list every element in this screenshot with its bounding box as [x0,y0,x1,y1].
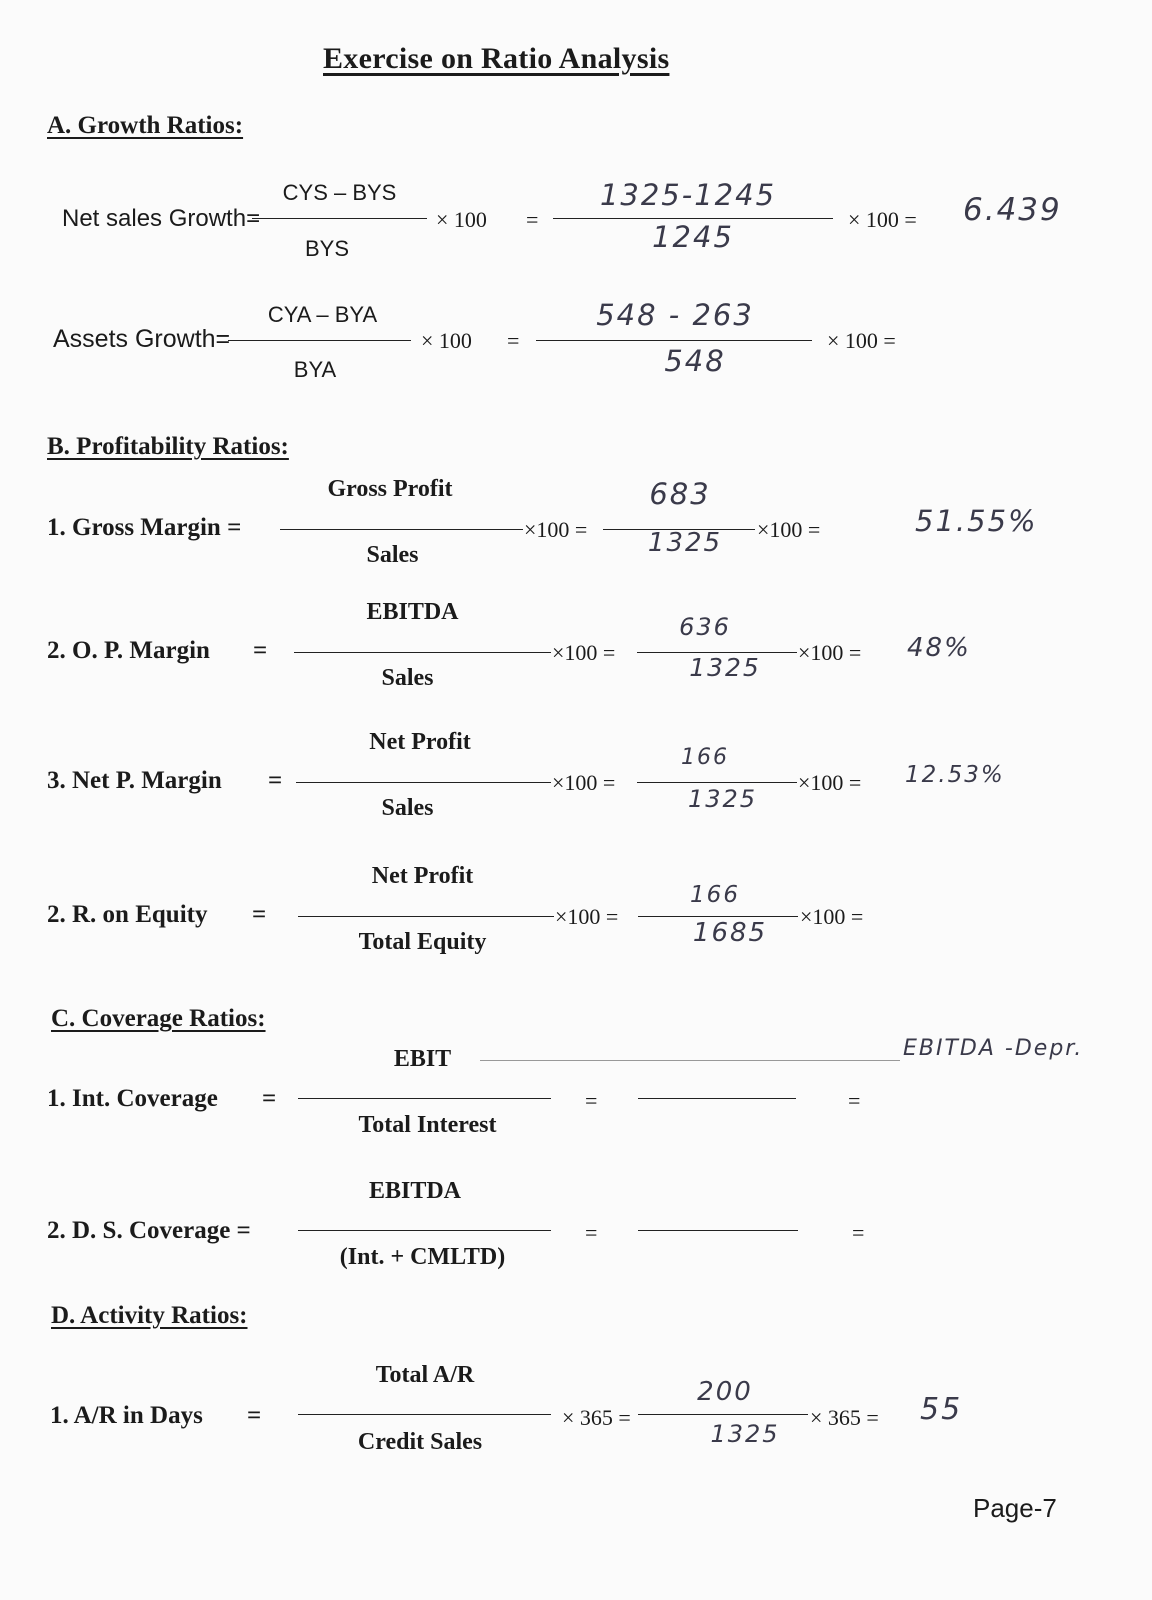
multiplier: ×100 = [800,904,864,929]
handwritten-numerator: 683 [649,477,711,511]
multiplier: ×100 = [757,517,821,542]
formula-numerator: Gross Profit [327,476,453,502]
fraction-bar [637,782,797,783]
multiplier: ×100 = [524,517,588,542]
equals-sign: = [848,1088,861,1113]
fraction-bar [553,218,833,219]
formula-numerator: Total A/R [375,1362,475,1388]
formula-denominator: Total Equity [358,929,487,955]
equals-sign: = [585,1220,598,1245]
multiplier: × 365 = [810,1405,879,1430]
equals-sign: = [526,207,539,232]
formula-numerator: EBITDA [368,1178,462,1204]
fraction-bar [638,1230,798,1231]
multiplier: × 100 = [848,207,917,232]
fraction-bar [280,529,523,530]
multiplier: ×100 = [552,770,616,795]
equals-sign: = [852,1220,865,1245]
equals-sign: = [507,328,520,353]
multiplier: ×100 = [555,904,619,929]
fraction-bar [298,1098,551,1099]
equals-sign: = [252,901,267,928]
fraction-bar [298,1230,551,1231]
fraction-bar [638,1414,808,1415]
handwritten-result: 51.55% [915,504,1038,538]
formula-label: 1. A/R in Days [50,1402,203,1429]
handwritten-numerator: 548 - 263 [596,298,754,332]
handwritten-result: 55 [920,1392,963,1427]
equals-sign: = [585,1088,598,1113]
formula-numerator: CYA – BYA [267,302,378,327]
equals-sign: = [262,1085,277,1112]
formula-numerator: Net Profit [371,863,474,889]
handwritten-denominator: 1325 [710,1420,780,1448]
handwritten-denominator: 1325 [687,785,758,813]
equals-sign: = [247,1402,262,1429]
fraction-bar [296,782,551,783]
multiplier: × 100 [421,328,472,353]
handwritten-numerator: 1325-1245 [599,178,777,212]
handwritten-denominator: 1325 [647,528,723,558]
fraction-bar [228,340,411,341]
handwritten-denominator: 548 [664,344,726,378]
fraction-bar [252,218,427,219]
fraction-bar [638,916,798,917]
multiplier: ×100 = [798,640,862,665]
handwritten-note: EBITDA -Depr. [903,1036,1084,1061]
multiplier: × 100 = [827,328,896,353]
handwritten-result: 6.439 [963,192,1062,228]
fraction-bar [298,916,554,917]
fraction-bar [536,340,812,341]
handwritten-numerator: 636 [679,613,731,641]
handwritten-denominator: 1245 [652,220,734,254]
formula-denominator: Total Interest [358,1112,497,1138]
multiplier: × 365 = [562,1405,631,1430]
page-number: Page-7 [973,1493,1057,1523]
multiplier: × 100 [436,207,487,232]
section-heading-coverage: C. Coverage Ratios: [51,1005,266,1032]
section-heading-profitability: B. Profitability Ratios: [47,433,289,460]
formula-label: 2. D. S. Coverage = [47,1217,251,1244]
formula-denominator: Credit Sales [357,1429,483,1455]
fraction-bar [294,652,551,653]
formula-label: 1. Int. Coverage [47,1085,218,1112]
formula-numerator: CYS – BYS [282,180,397,205]
section-heading-growth: A. Growth Ratios: [47,112,244,139]
formula-denominator: Sales [381,795,434,821]
formula-label: 2. R. on Equity [47,901,208,928]
page-title: Exercise on Ratio Analysis [323,42,670,75]
multiplier: ×100 = [552,640,616,665]
formula-label: Assets Growth= [53,325,231,353]
formula-denominator: BYA [293,357,337,382]
handwritten-denominator: 1685 [692,918,768,948]
handwritten-denominator: 1325 [689,653,761,682]
formula-numerator: EBITDA [366,599,459,625]
handwritten-numerator: 166 [681,745,729,770]
formula-numerator: Net Profit [369,729,471,755]
formula-denominator: Sales [366,542,419,568]
handwritten-numerator: 166 [690,882,740,908]
fraction-bar [298,1414,551,1415]
formula-label: 1. Gross Margin = [47,514,242,541]
equals-sign: = [268,767,283,794]
fraction-bar [638,1098,796,1099]
formula-label: 3. Net P. Margin [47,767,222,794]
formula-denominator: (Int. + CMLTD) [339,1244,506,1270]
section-heading-activity: D. Activity Ratios: [51,1302,248,1329]
handwritten-result: 48% [907,633,971,663]
formula-label: Net sales Growth= [62,205,261,232]
formula-denominator: BYS [304,236,350,261]
formula-denominator: Sales [381,665,434,691]
handwritten-result: 12.53% [905,762,1005,788]
handwritten-numerator: 200 [697,1377,753,1407]
formula-numerator: EBIT [393,1046,452,1072]
formula-label: 2. O. P. Margin [47,637,210,664]
equals-sign: = [253,637,268,664]
multiplier: ×100 = [798,770,862,795]
